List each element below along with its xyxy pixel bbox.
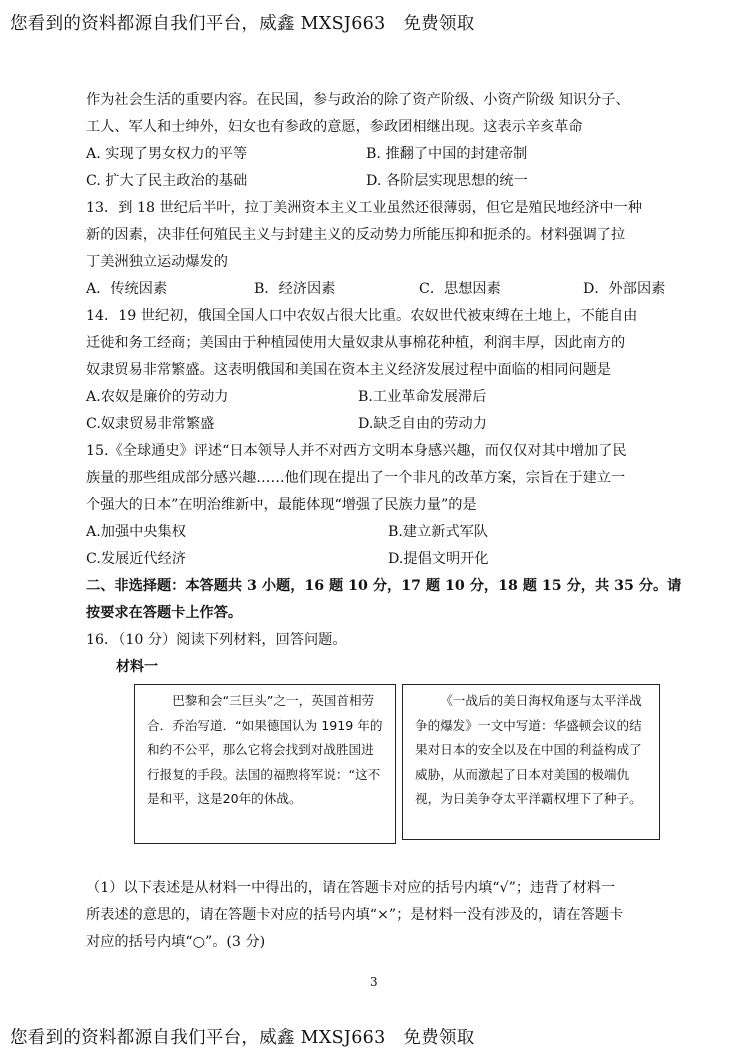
q15-option-a: A.加强中央集权 bbox=[86, 524, 186, 540]
q14-line-3: 奴隶贸易非常繁盛。这表明俄国和美国在资本主义经济发展过程中面临的相同问题是 bbox=[86, 362, 611, 378]
q12-option-d: D. 各阶层实现思想的统一 bbox=[366, 173, 528, 189]
q13-line-1: 13．到 18 世纪后半叶，拉丁美洲资本主义工业虽然还很薄弱，但它是殖民地经济中一种 bbox=[86, 200, 642, 216]
material-box-left-text: 巴黎和会“三巨头”之一，英国首相劳合．乔治写道．“如果德国认为 1919 年的和约不公平，那么它将会找到对战胜国进行报复的手段。法国的福煦将军说：“这不是和平，这是20年的休战。 bbox=[147, 693, 383, 806]
q16-sub1-line-2: 所表述的意思的，请在答题卡对应的括号内填“×”；是材料一没有涉及的，请在答题卡 bbox=[86, 907, 624, 923]
q16-sub1-line-1: （1）以下表述是从材料一中得出的，请在答题卡对应的括号内填“√”；违背了材料一 bbox=[86, 880, 616, 896]
material-box-right-text: 《一战后的美日海权角逐与太平洋战争的爆发》一文中写道：华盛顿会议的结果对日本的安全以及在中国的利益构成了威胁，从而激起了日本对美国的极端仇视，为日美争夺太平洋霸权埋下了种子。 bbox=[415, 693, 642, 806]
q15-option-c: C.发展近代经济 bbox=[86, 551, 186, 567]
page-number: 3 bbox=[370, 975, 378, 989]
q16-sub1-line-3: 对应的括号内填“○”。(3 分) bbox=[86, 934, 266, 950]
material-label: 材料一 bbox=[116, 659, 158, 675]
q13-option-d: D．外部因素 bbox=[583, 281, 666, 297]
q12-line-2: 工人、军人和士绅外，妇女也有参政的意愿，参政团相继出现。这表示辛亥革命 bbox=[86, 119, 583, 135]
q14-option-b: B.工业革命发展滞后 bbox=[358, 389, 487, 405]
bottom-banner: 您看到的资料都源自我们平台，威鑫 MXSJ663 免费领取 bbox=[10, 1028, 475, 1048]
q14-option-c: C.奴隶贸易非常繁盛 bbox=[86, 416, 215, 432]
top-banner: 您看到的资料都源自我们平台，威鑫 MXSJ663 免费领取 bbox=[10, 14, 475, 34]
q15-line-1: 15.《全球通史》评述“日本领导人并不对西方文明本身感兴趣，而仅仅对其中增加了民 bbox=[86, 443, 627, 459]
q13-option-c: C．思想因素 bbox=[419, 281, 501, 297]
q14-line-1: 14．19 世纪初，俄国全国人口中农奴占很大比重。农奴世代被束缚在土地上，不能自由 bbox=[86, 308, 638, 324]
q15-line-3: 个强大的日本”在明治维新中，最能体现“增强了民族力量”的是 bbox=[86, 497, 477, 513]
q16-intro: 16．（10 分）阅读下列材料，回答问题。 bbox=[86, 632, 347, 648]
q14-line-2: 迁徙和务工经商；美国由于种植园使用大量奴隶从事棉花种植，利润丰厚，因此南方的 bbox=[86, 335, 626, 351]
material-box-right bbox=[402, 684, 660, 840]
section-2-instruction: 按要求在答题卡上作答。 bbox=[86, 605, 243, 621]
q14-option-d: D.缺乏自由的劳动力 bbox=[358, 416, 487, 432]
q13-option-b: B．经济因素 bbox=[254, 281, 336, 297]
q13-line-3: 丁美洲独立运动爆发的 bbox=[86, 254, 228, 270]
q12-option-a: A. 实现了男女权力的平等 bbox=[86, 146, 248, 162]
q14-option-a: A.农奴是廉价的劳动力 bbox=[86, 389, 229, 405]
section-2-heading: 二、非选择题：本答题共 3 小题，16 题 10 分，17 题 10 分，18 题 15 分，共 35 分。请 bbox=[86, 578, 682, 594]
q15-option-b: B.建立新式军队 bbox=[388, 524, 489, 540]
q15-option-d: D.提倡文明开化 bbox=[388, 551, 489, 567]
material-box-left bbox=[134, 684, 396, 844]
q15-line-2: 族量的那些组成部分感兴趣……他们现在提出了一个非凡的改革方案，宗旨在于建立一 bbox=[86, 470, 626, 486]
q12-option-b: B. 推翻了中国的封建帝制 bbox=[366, 146, 528, 162]
q13-line-2: 新的因素，决非任何殖民主义与封建主义的反动势力所能压抑和扼杀的。材料强调了拉 bbox=[86, 227, 626, 243]
q12-option-c: C. 扩大了民主政治的基础 bbox=[86, 173, 248, 189]
q13-option-a: A．传统因素 bbox=[86, 281, 168, 297]
q12-line-1: 作为社会生活的重要内容。在民国，参与政治的除了资产阶级、小资产阶级 知识分子、 bbox=[86, 92, 630, 108]
